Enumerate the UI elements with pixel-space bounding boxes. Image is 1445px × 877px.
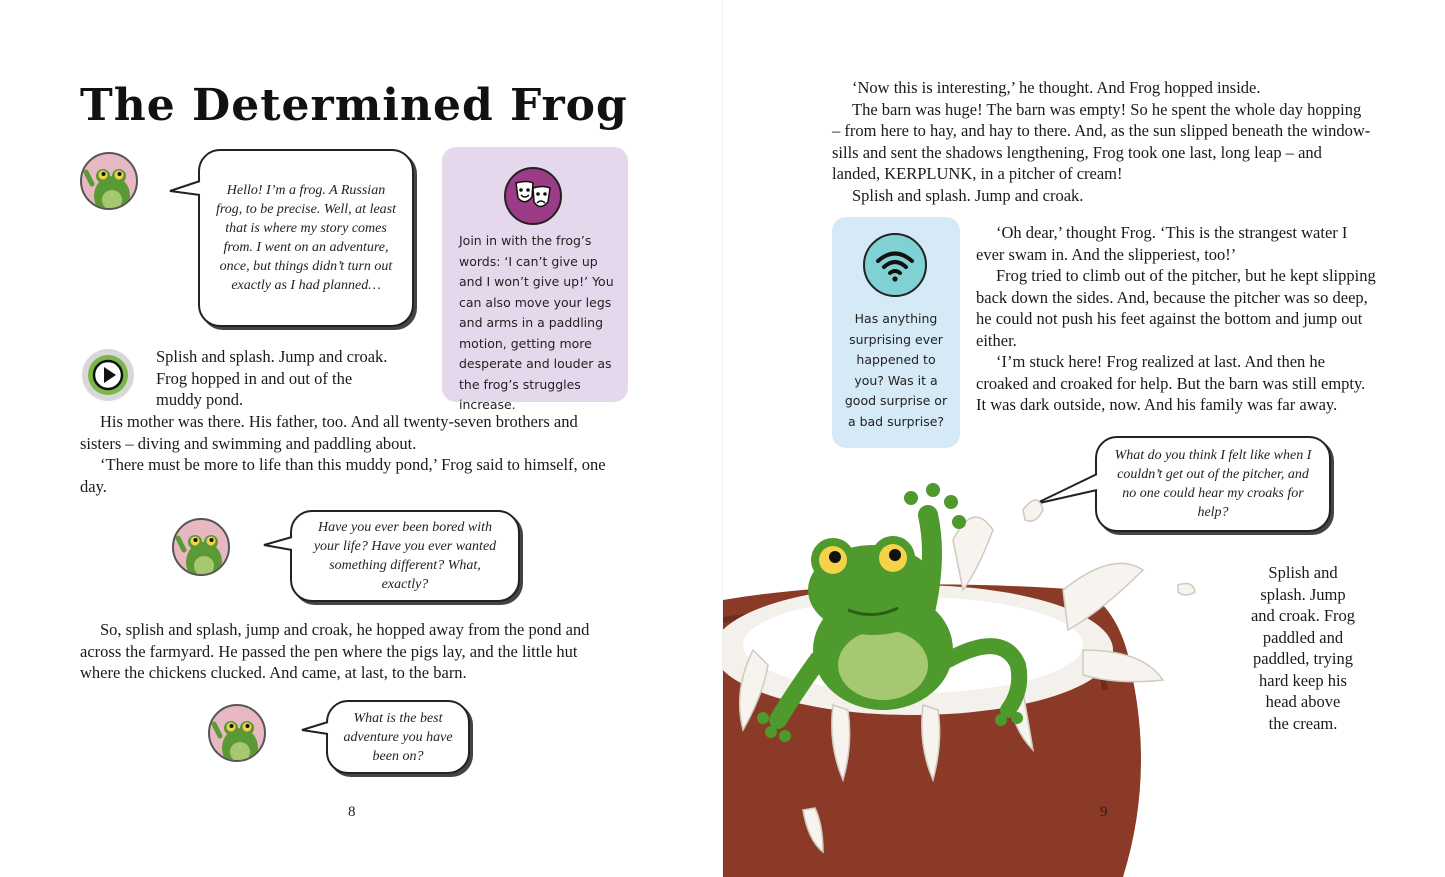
text-line: hard keep his xyxy=(1259,670,1347,690)
paragraph-3: ‘There must be more to life than this muddy pond,’ Frog said to himself, one day. xyxy=(80,455,606,496)
tip-text: Has anything surprising ever happened to you? Was it a good surprise or a bad surprise? xyxy=(844,311,948,429)
speech-bubble-intro xyxy=(198,149,414,327)
paragraph-7 xyxy=(1228,562,1378,734)
paragraph-5: Frog tried to climb out of the pitcher, but he kept slipping back down the sides. And, because the pitcher was so deep, he could not push his feet against the bottom and jump out either. xyxy=(976,266,1376,350)
frog-avatar xyxy=(208,704,266,762)
paragraph-4 xyxy=(80,619,620,684)
activity-tip-box xyxy=(442,147,628,412)
bubble-text: Hello! I’m a frog. A Russian frog, to be precise. Well, at least that is where my story comes from. I went on an adventure, once, but things didn’t turn out exactly as I had planned… xyxy=(215,183,397,293)
paragraph-4: ‘Oh dear,’ thought Frog. ‘This is the strangest water I ever swam in. And the slipperiest, too!’ xyxy=(976,223,1348,264)
text-line: paddled and xyxy=(1262,627,1344,647)
wifi-signal-icon xyxy=(863,233,927,297)
paragraph-3: Splish and splash. Jump and croak. xyxy=(852,185,1084,205)
bubble-tail xyxy=(300,718,330,740)
bubble-text: What do you think I felt like when I couldn’t get out of the pitcher, and no one could hear my croaks for help? xyxy=(1114,448,1312,520)
text-line: Frog hopped in and out of the xyxy=(156,368,353,388)
text-line: splash. Jump xyxy=(1260,584,1346,604)
frog-avatar xyxy=(172,518,230,576)
text-line: head above xyxy=(1265,692,1341,711)
theatre-masks-icon xyxy=(504,167,562,225)
frog-face-icon xyxy=(210,706,266,762)
frog-face-icon xyxy=(82,154,138,210)
frog-in-cream-illustration xyxy=(723,480,1243,877)
bubble-text: Have you ever been bored with your life? Have you ever wanted something different? What, exactly? xyxy=(313,520,497,592)
paragraph-1: ‘Now this is interesting,’ he thought. And Frog hopped inside. xyxy=(852,78,1261,97)
text-line: paddled, trying xyxy=(1253,649,1353,668)
speech-bubble-adventure xyxy=(326,700,470,774)
page-number: 9 xyxy=(1100,804,1108,820)
paragraph-1 xyxy=(156,346,436,411)
text-line: Splish and splash. Jump and croak. xyxy=(156,347,388,366)
text-line: muddy pond. xyxy=(156,390,244,409)
paragraph-2-3 xyxy=(80,411,620,497)
text-line: and croak. Frog xyxy=(1250,606,1355,625)
right-page xyxy=(723,0,1445,877)
text-line: Splish and xyxy=(1268,563,1338,582)
frog-avatar xyxy=(80,152,138,210)
paragraph-6: ‘I’m stuck here! Frog realized at last. And then he croaked and croaked for help. But the barn was still empty. It was dark outside, now. And his family was far away. xyxy=(976,352,1366,414)
paragraph-1-3 xyxy=(832,77,1372,206)
discussion-tip-box xyxy=(832,217,960,448)
play-icon[interactable] xyxy=(82,349,134,401)
paragraph-2: The barn was huge! The barn was empty! So he spent the whole day hopping – from here to hay, and hay to there. And, as the sun slipped beneath the window-sills and sent the shadows lengthening, Frog took one last, long leap – and landed, KERPLUNK, in a pitcher of cream! xyxy=(832,99,1371,183)
page-title: The Determined Frog xyxy=(80,80,628,131)
paragraph-4-6 xyxy=(976,222,1376,416)
bubble-text: What is the best adventure you have been on? xyxy=(343,710,453,764)
left-page xyxy=(0,0,722,877)
bubble-tail xyxy=(168,175,202,199)
page-number: 8 xyxy=(348,804,356,820)
paragraph-2: His mother was there. His father, too. And all twenty-seven brothers and sisters – diving and swimming and paddling about. xyxy=(80,412,578,453)
speech-bubble-bored xyxy=(290,510,520,602)
frog-face-icon xyxy=(174,520,230,576)
text-line: the cream. xyxy=(1268,713,1338,733)
paragraph-4-text: So, splish and splash, jump and croak, he hopped away from the pond and across the farmyard. He passed the pen where the pigs lay, and the little hut where the chickens clucked. And came, at last, to the barn. xyxy=(80,620,590,682)
bubble-tail xyxy=(262,533,294,555)
tip-text: Join in with the frog’s words: ‘I can’t give up and I won’t give up!’ You can also move your legs and arms in a paddling motion, getting more desperate and louder as the frog’s struggles increase. xyxy=(459,233,614,412)
